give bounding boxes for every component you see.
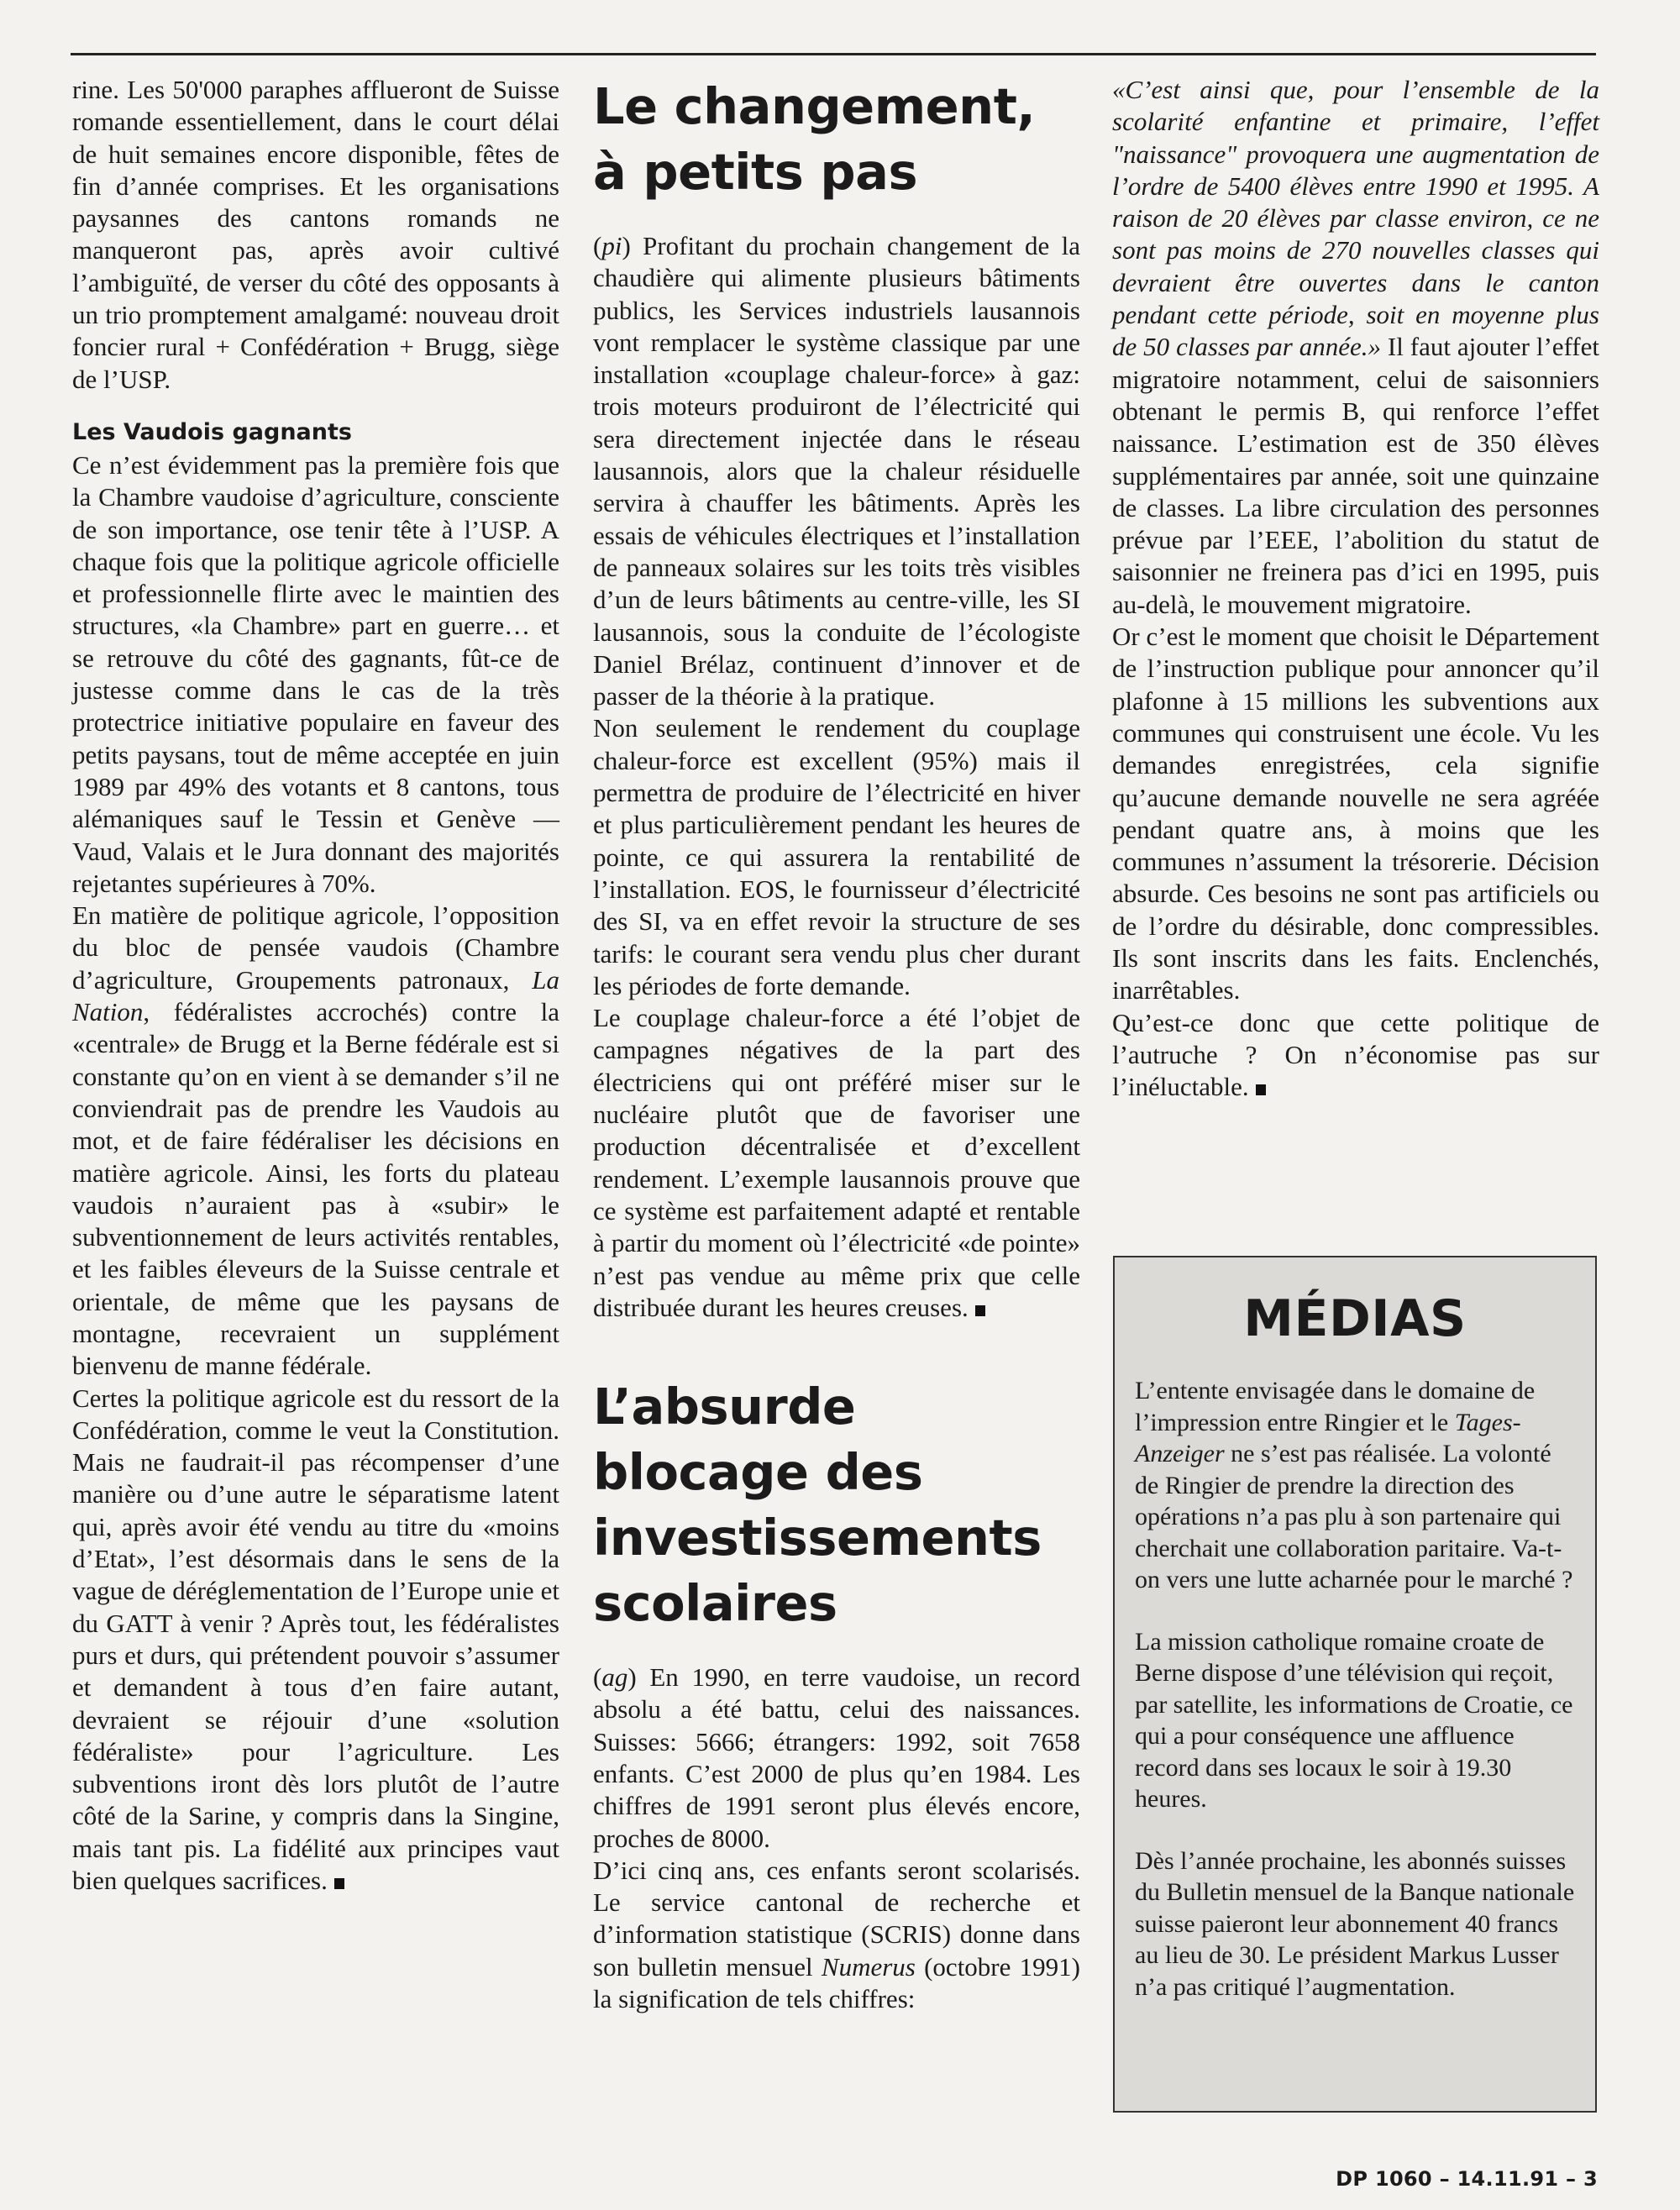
right-paragraph-1-text: Il faut ajouter l’effet migratoire notamment, celui de saisonniers obtenant le permis B, qui renforce l’effet naissance. L’estimation est de 350 élèves supplémentaires par année, soit une quinzaine de classes. La libre circulation des personnes prévue par l’EEE, l’abolition du statut de saisonnier ne freinera pas d’ici en 1995, puis au-delà, le mouvement migratoire. [1112, 332, 1599, 619]
article2-signature: ag [601, 1662, 628, 1693]
left-paragraph-4 [72, 1383, 559, 1898]
end-of-article-icon [975, 1305, 985, 1316]
article1-signature: pi [601, 231, 622, 260]
medias-title: MÉDIAS [1243, 1289, 1467, 1348]
medias-item-2: La mission catholique romaine croate de Berne dispose d’une télévision qui reçoit, par satellite, les informations de Croatie, ce qui a pour conséquence une affluence record dans ses locaux le soir à 19.30 heures. [1135, 1627, 1573, 1813]
article2-paragraph-1: (ag) En 1990, en terre vaudoise, un record absolu a été battu, celui des naissances. Suisses: 5666; étrangers: 1992, soit 7658 enfants. C’est 2000 de plus qu’en 1984. Les chiffres de 1991 seront plus élevés encore, proches de 8000. [593, 1662, 1080, 1853]
left-paragraph-3-end: , fédéralistes accrochés) contre la «centrale» de Brugg et la Berne fédérale est si constante qu’on en vient à se demander s’il ne conviendrait pas de prendre les Vaudois au mot, et de faire fédéraliser les décisions en matière agricole. Ainsi, les forts du plateau vaudois n’auraient pas à «subir» le subventionnement de leurs activités rentables, et les faibles éleveurs de la Suisse centrale et orientale, de même que les paysans de montagne, recevraient un supplément bienvenu de manne fédérale. [72, 997, 559, 1381]
medias-item-1 [1135, 1375, 1575, 1596]
scris-quote: «C’est ainsi que, pour l’ensemble de la scolarité enfantine et primaire, l’effet "naissance" provoquera une augmentation de l’ordre de 5400 élèves entre 1990 et 1995. A raison de 20 élèves par classe environ, ce ne sont pas moins de 270 nouvelles classes qui devraient être ouvertes dans le canton pendant cette période, soit en moyenne plus de 50 classes par année.» [1112, 75, 1599, 362]
medias-box [1113, 1256, 1597, 2113]
right-paragraph-3-text: Qu’est-ce donc que cette politique de l’autruche ? On n’économise pas sur l’inéluctable. [1112, 1007, 1599, 1102]
right-paragraph-2: Or c’est le moment que choisit le Département de l’instruction publique pour annoncer qu’il plafonne à 15 millions les subventions aux communes qui construisent une école. Vu les demandes enregistrées, cela signifie qu’aucune demande nouvelle ne sera agréée pendant quatre ans, à moins que les communes n’assument la trésorerie. Décision absurde. Ces besoins ne sont pas artificiels ou de l’ordre du désirable, donc compressibles. Ils sont inscrits dans les faits. Enclenchés, inarrêtables. [1112, 622, 1599, 1005]
left-paragraph-1: rine. Les 50'000 paraphes afflueront de Suisse romande essentiellement, dans le court délai de huit semaines encore disponible, fêtes de fin d’année comprises. Et les organisations paysannes des cantons romands ne manqueront pas, après avoir cultivé l’ambiguïté, de verser du côté des opposants à un trio promptement amalgamé: nouveau droit foncier rural + Confédération + Brugg, siège de l’USP. [72, 75, 559, 394]
top-rule [71, 53, 1596, 55]
left-paragraph-3 [72, 900, 559, 1382]
medias-item-3: Dès l’année prochaine, les abonnés suisses du Bulletin mensuel de la Banque nationale suisse paieront leur abonnement 40 francs au lieu de 30. Le président Markus Lusser n’a pas critiqué l’augmentation. [1135, 1846, 1575, 2001]
middle-column [593, 74, 1080, 2015]
page-footer: DP 1060 – 14.11.91 – 3 [1336, 2167, 1598, 2191]
article2-paragraph-1-text: En 1990, en terre vaudoise, un record absolu a été battu, celui des naissances. Suisses: 5666; étrangers: 1992, soit 7658 enfants. C’est 2000 de plus qu’en 1984. Les chiffres de 1991 seront plus élevés encore, proches de 8000. [593, 1662, 1080, 1853]
end-of-article-icon [334, 1878, 344, 1889]
right-paragraph-3 [1112, 1007, 1599, 1104]
left-paragraph-2: Ce n’est évidemment pas la première fois que la Chambre vaudoise d’agriculture, consciente de son importance, ose tenir tête à l’USP. A chaque fois que la politique agricole officielle et professionnelle flirte avec le maintien des structures, «la Chambre» part en guerre… et se retrouve du côté des gagnants, fût-ce de justesse comme dans le cas de la très protectrice initiative populaire en faveur des petits paysans, tout de même acceptée en juin 1989 par 49% des votants et 8 cantons, tous alémaniques sauf le Tessin et Genève — Vaud, Valais et le Jura donnant des majorités rejetantes supérieures à 70%. [72, 449, 559, 898]
article2-paragraph-2-end: (octobre 1991) la signification de tels chiffres: [593, 1951, 1080, 2014]
article1-paragraph-2: Non seulement le rendement du couplage chaleur-force est excellent (95%) mais il permettra de produire de l’électricité en hiver et plus particulièrement pendant les heures de pointe, ce qui assurera la rentabilité de l’installation. EOS, le fournisseur d’électricité des SI, va en effet revoir la structure de ses tarifs: le courant sera vendu plus cher durant les périodes de forte demande. [593, 713, 1080, 1000]
tages-anzeiger-title: Tages-Anzeiger [1135, 1408, 1521, 1467]
left-paragraph-3-start: En matière de politique agricole, l’opposition du bloc de pensée vaudois (Chambre d’agriculture, Groupements patronaux, [72, 900, 559, 995]
la-nation-title: La Nation [72, 964, 559, 1027]
article1-paragraph-3-text: Le couplage chaleur-force a été l’objet de campagnes négatives de la part des électriciens qui ont préféré miser sur le nucléaire plutôt que de favoriser une production décentralisée et d’excellent rendement. L’exemple lausannois prouve que ce système est parfaitement adapté et rentable à partir du moment où l’électricité «de pointe» n’est pas vendue au même prix que celle distribuée durant les heures creuses. [593, 1003, 1080, 1322]
subhead-vaudois-gagnants: Les Vaudois gagnants [72, 418, 352, 445]
right-column [1112, 74, 1599, 1104]
right-paragraph-1 [1112, 74, 1599, 621]
medias-item-1-end: ne s’est pas réalisée. La volonté de Ringier de prendre la direction des opérations n’a pas plu à son partenaire qui cherchait une collaboration paritaire. Va-t-on vers une lutte acharnée pour le marché ? [1135, 1440, 1573, 1593]
article1-paragraph-3 [593, 1002, 1080, 1324]
left-paragraph-4-text: Certes la politique agricole est du ressort de la Confédération, comme le veut la Constitution. Mais ne faudrait-il pas récompenser d’une manière ou d’une autre le séparatisme latent qui, après avoir été vendu au titre du «moins d’Etat», l’est désormais dans le sens de la vague de déréglementation de l’Europe unie et du GATT à venir ? Après tout, les fédéralistes purs et durs, qui prétendent pouvoir s’assumer et demandent à tous d’en faire autant, devraient se réjouir d’une «solution fédéraliste» pour l’agriculture. Les subventions iront dès lors plutôt de l’autre côté de la Sarine, y compris dans la Singine, mais tant pis. La fidélité aux principes vaut bien quelques sacrifices. [72, 1383, 559, 1896]
article1-paragraph-1: (pi) Profitant du prochain changement de la chaudière qui alimente plusieurs bâtiments publics, les Services industriels lausannois vont remplacer le système classique par une installation «couplage chaleur-force» à gaz: trois moteurs produiront de l’électricité qui sera directement injectée dans le réseau lausannois, alors que la chaleur résiduelle servira à chauffer les bâtiments. Après les essais de véhicules électriques et l’installation de panneaux solaires sur les toits très visibles d’un de leurs bâtiments au centre-ville, les SI lausannois, sous la conduite de l’écologiste Daniel Brélaz, continuent d’innover et de passer de la théorie à la pratique. [593, 231, 1080, 711]
article2-paragraph-2-start: D’ici cinq ans, ces enfants seront scolarisés. Le service cantonal de recherche et d’information statistique (SCRIS) donne dans son bulletin mensuel [593, 1855, 1080, 1982]
medias-item-1-start: L’entente envisagée dans le domaine de l’impression entre Ringier et le [1135, 1377, 1536, 1436]
article2-paragraph-2 [593, 1855, 1080, 2015]
numerus-title: Numerus [821, 1951, 916, 1982]
end-of-article-icon [1256, 1084, 1266, 1095]
headline-changement: Le changement, à petits pas [593, 77, 1036, 201]
article1-paragraph-1-text: Profitant du prochain changement de la chaudière qui alimente plusieurs bâtiments publics, les Services industriels lausannois vont remplacer le système classique par une installation «couplage chaleur-force» à gaz: trois moteurs produiront de l’électricité qui sera directement injectée dans le réseau lausannois, alors que la chaleur résiduelle servira à chauffer les bâtiments. Après les essais de véhicules électriques et l’installation de panneaux solaires sur les toits très visibles d’un de leurs bâtiments au centre-ville, les SI lausannois, sous la conduite de l’écologiste Daniel Brélaz, continuent d’innover et de passer de la théorie à la pratique. [593, 231, 1080, 711]
headline-blocage-scolaire: L’absurde blocage des investissements scolaires [593, 1378, 1042, 1633]
left-column [72, 74, 559, 1897]
